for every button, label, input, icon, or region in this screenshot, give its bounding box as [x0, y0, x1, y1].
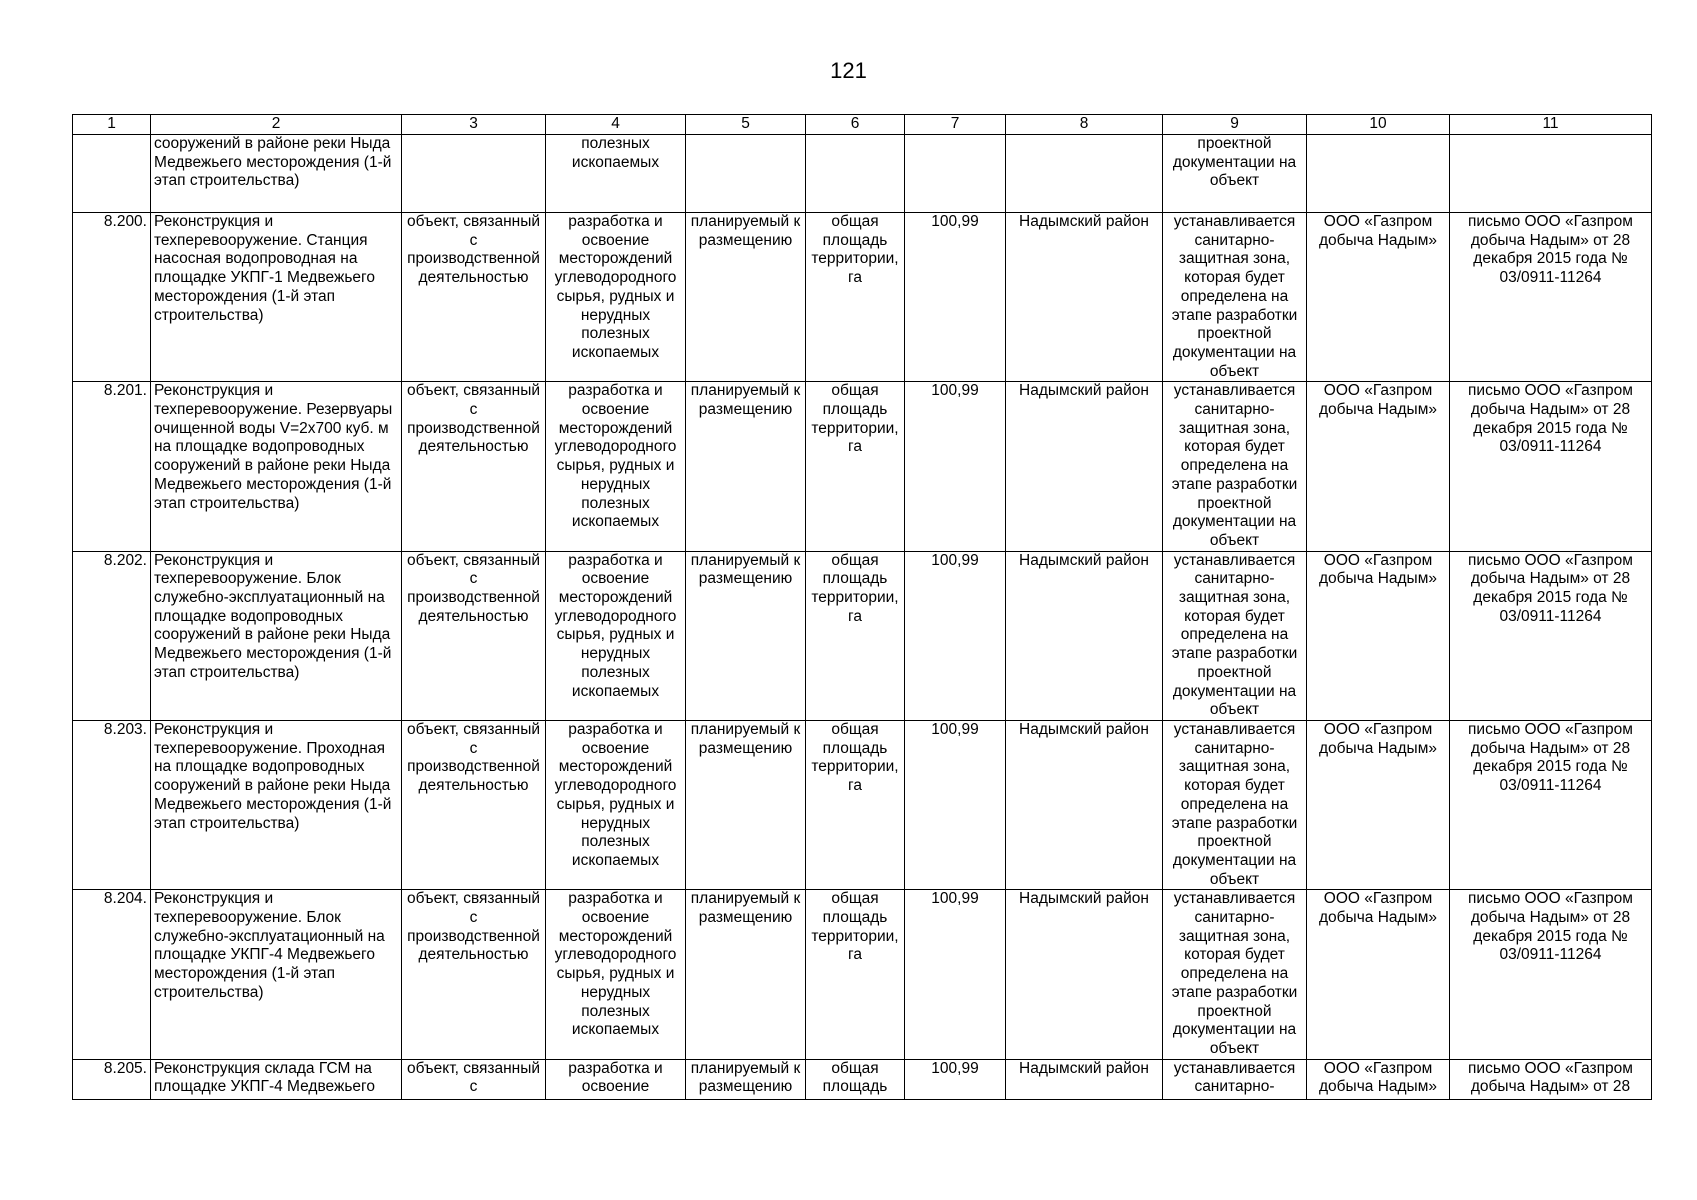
cell-source: письмо ООО «Газпром добыча Надым» от 28 декабря 2015 года № 03/0911-11264 — [1450, 382, 1652, 551]
cell-number: 8.202. — [73, 551, 151, 720]
cell-purpose: разработка и освоение месторождений углеводородного сырья, рудных и нерудных полезных ископаемых — [546, 213, 686, 382]
cell-characteristic — [806, 135, 905, 213]
cell-source: письмо ООО «Газпром добыча Надым» от 28 декабря 2015 года № 03/0911-11264 — [1450, 890, 1652, 1059]
cell-object-type: объект, связанный с производственной деятельностью — [402, 551, 546, 720]
cell-source: письмо ООО «Газпром добыча Надым» от 28 декабря 2015 года № 03/0911-11264 — [1450, 551, 1652, 720]
cell-location: Надымский район — [1006, 720, 1163, 889]
column-header: 11 — [1450, 115, 1652, 135]
table-row — [73, 720, 1652, 889]
cell-object-type — [402, 135, 546, 213]
cell-zone: устанавливается санитарно-защитная зона, которая будет определена на этапе разработки проектной документации на объект — [1163, 382, 1307, 551]
column-header: 5 — [686, 115, 806, 135]
cell-object-type: объект, связанный с производственной деятельностью — [402, 213, 546, 382]
cell-object-name: сооружений в районе реки Ныда Медвежьего месторождения (1-й этап строительства) — [151, 135, 402, 213]
column-number-header — [73, 115, 1652, 135]
column-header: 9 — [1163, 115, 1307, 135]
cell-characteristic: общая площадь территории, га — [806, 890, 905, 1059]
cell-location — [1006, 135, 1163, 213]
cell-status: планируемый к размещению — [686, 890, 806, 1059]
cell-value: 100,99 — [905, 551, 1006, 720]
column-header: 4 — [546, 115, 686, 135]
cell-number: 8.200. — [73, 213, 151, 382]
cell-characteristic: общая площадь территории, га — [806, 551, 905, 720]
cell-status: планируемый к размещению — [686, 213, 806, 382]
cell-object-name: Реконструкция и техперевооружение. Станция насосная водопроводная на площадке УКПГ-1 Медвежьего месторождения (1-й этап строительства) — [151, 213, 402, 382]
cell-purpose: разработка и освоение месторождений углеводородного сырья, рудных и нерудных полезных ископаемых — [546, 720, 686, 889]
cell-organization — [1307, 135, 1450, 213]
cell-location: Надымский район — [1006, 551, 1163, 720]
table-row — [73, 890, 1652, 1059]
cell-source: письмо ООО «Газпром добыча Надым» от 28 декабря 2015 года № 03/0911-11264 — [1450, 720, 1652, 889]
column-header: 1 — [73, 115, 151, 135]
table-row-truncated — [73, 1059, 1652, 1099]
cell-purpose: разработка и освоение месторождений углеводородного сырья, рудных и нерудных полезных ископаемых — [546, 890, 686, 1059]
cell-zone: устанавливается санитарно-защитная зона, которая будет определена на этапе разработки проектной документации на объект — [1163, 890, 1307, 1059]
table-row-continuation — [73, 135, 1652, 213]
cell-status: планируемый к размещению — [686, 720, 806, 889]
cell-organization: ООО «Газпром добыча Надым» — [1307, 890, 1450, 1059]
cell-organization: ООО «Газпром добыча Надым» — [1307, 382, 1450, 551]
cell-organization: ООО «Газпром добыча Надым» — [1307, 720, 1450, 889]
cell-purpose: полезных ископаемых — [546, 135, 686, 213]
cell-location: Надымский район — [1006, 213, 1163, 382]
cell-object-type: объект, связанный с производственной деятельностью — [402, 890, 546, 1059]
cell-number: 8.201. — [73, 382, 151, 551]
page-number: 121 — [830, 58, 867, 83]
table-row — [73, 382, 1652, 551]
cell-characteristic: общая площадь территории, га — [806, 213, 905, 382]
column-header: 6 — [806, 115, 905, 135]
cell-source: письмо ООО «Газпром добыча Надым» от 28 декабря 2015 года № 03/0911-11264 — [1450, 213, 1652, 382]
cell-zone: устанавливается санитарно-защитная зона, которая будет определена на этапе разработки проектной документации на объект — [1163, 213, 1307, 382]
cell-characteristic: общая площадь территории, га — [806, 382, 905, 551]
cell-number: 8.204. — [73, 890, 151, 1059]
cell-status: планируемый к размещению — [686, 1059, 806, 1099]
cell-status: планируемый к размещению — [686, 551, 806, 720]
cell-object-type: объект, связанный с производственной деятельностью — [402, 720, 546, 889]
cell-object-name: Реконструкция и техперевооружение. Резервуары очищенной воды V=2х700 куб. м на площадке водопроводных сооружений в районе реки Ныда Медвежьего месторождения (1-й этап строительства) — [151, 382, 402, 551]
cell-value: 100,99 — [905, 720, 1006, 889]
table-row — [73, 551, 1652, 720]
cell-number — [73, 135, 151, 213]
cell-location: Надымский район — [1006, 890, 1163, 1059]
cell-object-name: Реконструкция и техперевооружение. Блок служебно-эксплуатационный на площадке водопроводных сооружений в районе реки Ныда Медвежьего месторождения (1-й этап строительства) — [151, 551, 402, 720]
cell-value — [905, 135, 1006, 213]
table-row — [73, 213, 1652, 382]
cell-object-type: объект, связанный с производственной деятельностью — [402, 382, 546, 551]
cell-location: Надымский район — [1006, 1059, 1163, 1099]
cell-number: 8.203. — [73, 720, 151, 889]
column-header: 7 — [905, 115, 1006, 135]
cell-value: 100,99 — [905, 890, 1006, 1059]
cell-object-type: объект, связанный с — [402, 1059, 546, 1099]
cell-zone: проектной документации на объект — [1163, 135, 1307, 213]
cell-zone: устанавливается санитарно-защитная зона, которая будет определена на этапе разработки проектной документации на объект — [1163, 551, 1307, 720]
cell-characteristic: общая площадь территории, га — [806, 720, 905, 889]
cell-purpose: разработка и освоение месторождений углеводородного сырья, рудных и нерудных полезных ископаемых — [546, 382, 686, 551]
cell-number: 8.205. — [73, 1059, 151, 1099]
column-header: 3 — [402, 115, 546, 135]
cell-object-name: Реконструкция склада ГСМ на площадке УКПГ-4 Медвежьего — [151, 1059, 402, 1099]
column-header: 2 — [151, 115, 402, 135]
cell-object-name: Реконструкция и техперевооружение. Блок служебно-эксплуатационный на площадке УКПГ-4 Медвежьего месторождения (1-й этап строительства) — [151, 890, 402, 1059]
cell-value: 100,99 — [905, 213, 1006, 382]
column-header: 10 — [1307, 115, 1450, 135]
cell-value: 100,99 — [905, 382, 1006, 551]
cell-location: Надымский район — [1006, 382, 1163, 551]
cell-purpose: разработка и освоение — [546, 1059, 686, 1099]
cell-zone: устанавливается санитарно-защитная зона, которая будет определена на этапе разработки проектной документации на объект — [1163, 720, 1307, 889]
cell-purpose: разработка и освоение месторождений углеводородного сырья, рудных и нерудных полезных ископаемых — [546, 551, 686, 720]
cell-object-name: Реконструкция и техперевооружение. Проходная на площадке водопроводных сооружений в районе реки Ныда Медвежьего месторождения (1-й этап строительства) — [151, 720, 402, 889]
cell-characteristic: общая площадь — [806, 1059, 905, 1099]
cell-status — [686, 135, 806, 213]
cell-value: 100,99 — [905, 1059, 1006, 1099]
cell-zone: устанавливается санитарно- — [1163, 1059, 1307, 1099]
cell-source — [1450, 135, 1652, 213]
cell-organization: ООО «Газпром добыча Надым» — [1307, 551, 1450, 720]
cell-status: планируемый к размещению — [686, 382, 806, 551]
column-header: 8 — [1006, 115, 1163, 135]
cell-organization: ООО «Газпром добыча Надым» — [1307, 1059, 1450, 1099]
registry-table — [72, 114, 1652, 1100]
cell-organization: ООО «Газпром добыча Надым» — [1307, 213, 1450, 382]
cell-source: письмо ООО «Газпром добыча Надым» от 28 — [1450, 1059, 1652, 1099]
